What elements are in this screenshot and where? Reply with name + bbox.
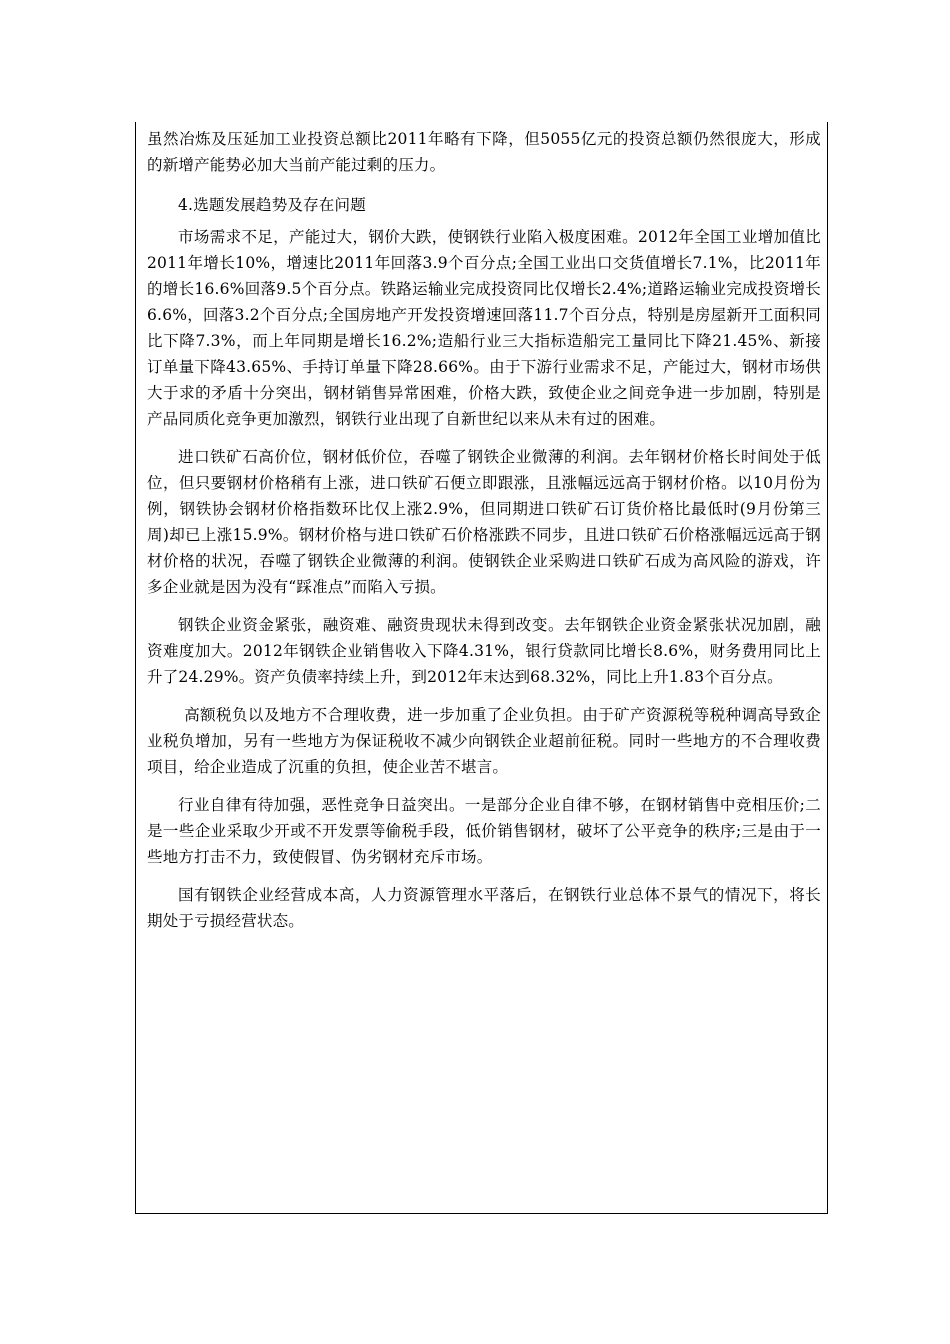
paragraph-investment-continuation: 虽然冶炼及压延加工业投资总额比2011年略有下降，但5055亿元的投资总额仍然很庞大，形成的新增产能势必加大当前产能过剩的压力。 [147,130,821,174]
document-body [147,126,821,934]
section-heading: 4.选题发展趋势及存在问题 [178,196,366,214]
paragraph-market-demand: 市场需求不足，产能过大，钢价大跌，使钢铁行业陷入极度困难。2012年全国工业增加值比2011年增长10%，增速比2011年回落3.9个百分点;全国工业出口交货值增长7.1%，比2011年的增长16.6%回落9.5个百分点。铁路运输业完成投资同比仅增长2.4%;道路运输业完成投资增长6.6%，回落3.2个百分点;全国房地产开发投资增速回落11.7个百分点，特别是房屋新开工面积同比下降7.3%，而上年同期是增长16.2%;造船行业三大指标造船完工量同比下降21.45%、新接订单量下降43.65%、手持订单量下降28.66%。由于下游行业需求不足，产能过大，钢材市场供大于求的矛盾十分突出，钢材销售异常困难，价格大跌，致使企业之间竞争进一步加剧，特别是产品同质化竞争更加激烈，钢铁行业出现了自新世纪以来从未有过的困难。 [147,228,821,428]
paragraph-industry-self-discipline: 行业自律有待加强，恶性竞争日益突出。一是部分企业自律不够，在钢材销售中竞相压价;二是一些企业采取少开或不开发票等偷税手段，低价销售钢材，破坏了公平竞争的秩序;三是由于一些地方打击不力，致使假冒、伪劣钢材充斥市场。 [147,796,821,866]
paragraph-financing: 钢铁企业资金紧张，融资难、融资贵现状未得到改变。去年钢铁企业资金紧张状况加剧，融资难度加大。2012年钢铁企业销售收入下降4.31%，银行贷款同比增长8.6%，财务费用同比上升了24.29%。资产负债率持续上升，到2012年末达到68.32%，同比上升1.83个百分点。 [147,616,821,686]
paragraph-state-owned-enterprises: 国有钢铁企业经营成本高，人力资源管理水平落后，在钢铁行业总体不景气的情况下，将长期处于亏损经营状态。 [147,886,821,930]
paragraph-tax-burden: 高额税负以及地方不合理收费，进一步加重了企业负担。由于矿产资源税等税种调高导致企业税负增加，另有一些地方为保证税收不减少向钢铁企业超前征税。同时一些地方的不合理收费项目，给企业造成了沉重的负担，使企业苦不堪言。 [147,706,821,776]
paragraph-iron-ore-prices: 进口铁矿石高价位，钢材低价位，吞噬了钢铁企业微薄的利润。去年钢材价格长时间处于低位，但只要钢材价格稍有上涨，进口铁矿石便立即跟涨，且涨幅远远高于钢材价格。以10月份为例，钢铁协会钢材价格指数环比仅上涨2.9%，但同期进口铁矿石订货价格比最低时(9月份第三周)却已上涨15.9%。钢材价格与进口铁矿石价格涨跌不同步，且进口铁矿石价格涨幅远远高于钢材价格的状况，吞噬了钢铁企业微薄的利润。使钢铁企业采购进口铁矿石成为高风险的游戏，许多企业就是因为没有“踩准点”而陷入亏损。 [147,448,821,596]
